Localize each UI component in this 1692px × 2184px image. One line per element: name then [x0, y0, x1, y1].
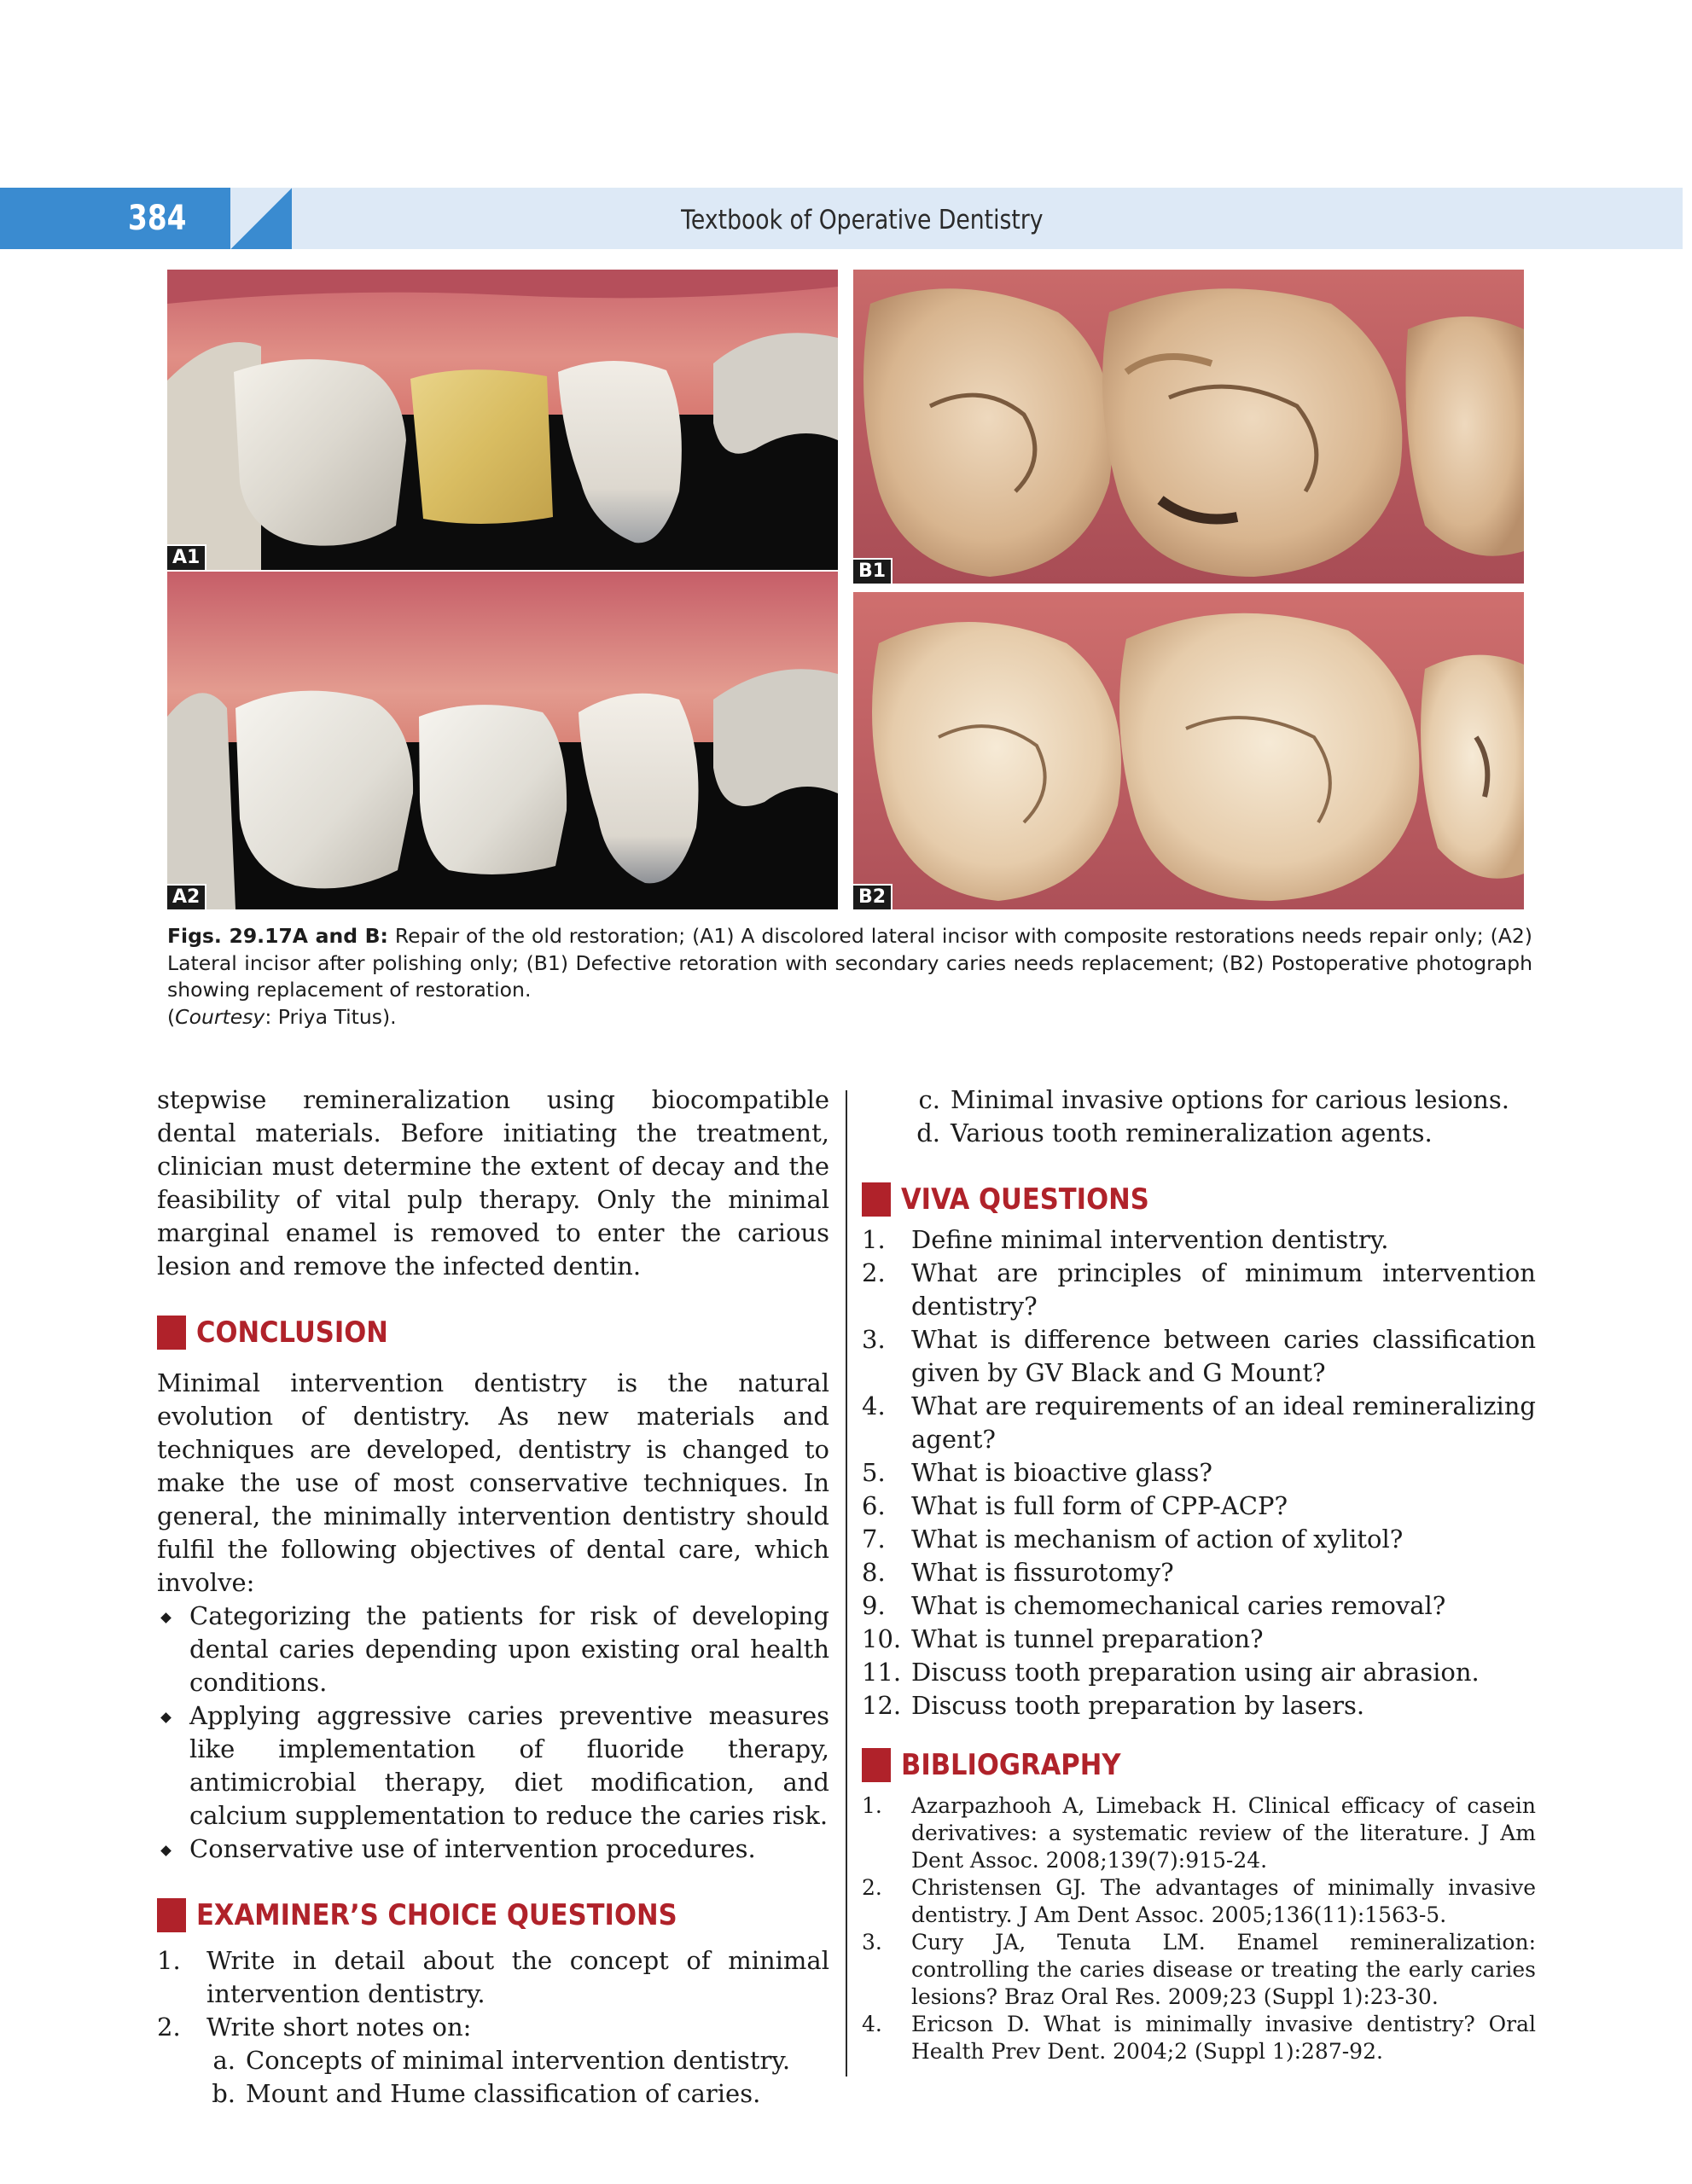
courtesy-text: : Priya Titus).: [265, 1004, 397, 1029]
left-column: [157, 1083, 829, 2111]
list-number: 10.: [862, 1624, 902, 1653]
viva-question-list: [862, 1223, 1536, 1722]
list-number: 5.: [862, 1458, 886, 1487]
running-title-text: Textbook of Operative Dentistry: [680, 205, 1044, 235]
list-number: 2.: [862, 1258, 886, 1287]
list-item: [862, 2011, 1536, 2065]
list-item: [862, 1792, 1536, 1874]
list-letter: b.: [212, 2079, 235, 2108]
figure-caption: [167, 923, 1532, 1031]
panel-label-b2: B2: [853, 884, 893, 909]
figure-panel-a2: [167, 572, 838, 909]
list-text: Write short notes on:: [206, 2013, 472, 2042]
photo-b2-molar-replaced-restoration: [853, 592, 1524, 909]
list-text: Concepts of minimal intervention dentistry.: [246, 2046, 791, 2075]
list-item: [862, 1689, 1536, 1722]
viva-heading: [862, 1181, 1536, 1218]
bibliography-heading: [862, 1746, 1536, 1784]
list-item: Categorizing the patients for risk of developing dental caries depending upon existing oral health conditions.: [157, 1600, 829, 1699]
figure-panel-b2: [853, 592, 1524, 909]
photo-b1-molar-defective-restoration: [853, 270, 1524, 584]
list-number: 12.: [862, 1691, 902, 1720]
list-item: [862, 1390, 1536, 1456]
examiner-heading: [157, 1896, 829, 1934]
list-item: [862, 1323, 1536, 1390]
panel-label-a1: A1: [167, 544, 206, 570]
list-number: 3.: [862, 1325, 886, 1354]
list-item: Conservative use of intervention procedures.: [157, 1833, 829, 1866]
list-text: Discuss tooth preparation using air abrasion.: [911, 1658, 1480, 1687]
list-item: [862, 1874, 1536, 1929]
conclusion-bullet-list: [157, 1600, 829, 1866]
list-item: Applying aggressive caries preventive measures like implementation of fluoride therapy, antimicrobial therapy, diet modification, and calcium supplementation to reduce the caries risk.: [157, 1699, 829, 1833]
reference-text: Cury JA, Tenuta LM. Enamel remineralization: controlling the caries disease or treating the early caries lesions? Braz Oral Res. 2009;23 (Suppl 1):23-30.: [911, 1930, 1536, 2009]
reference-text: Ericson D. What is minimally invasive dentistry? Oral Health Prev Dent. 2004;2 (Suppl 1):287-92.: [911, 2012, 1536, 2064]
running-title: [0, 189, 1692, 247]
list-text: What is mechanism of action of xylitol?: [911, 1525, 1404, 1554]
panel-label-b1: B1: [853, 558, 893, 584]
courtesy-label: Courtesy: [175, 1004, 265, 1029]
bibliography-list: [862, 1792, 1536, 2065]
list-text: What is chemomechanical caries removal?: [911, 1591, 1446, 1620]
list-letter: c.: [918, 1085, 940, 1114]
list-text: What is bioactive glass?: [911, 1458, 1212, 1487]
conclusion-heading-text: CONCLUSION: [196, 1316, 388, 1350]
list-item: [206, 2044, 829, 2077]
list-item: [862, 1456, 1536, 1490]
list-text: Mount and Hume classification of caries.: [246, 2079, 761, 2108]
list-item: [862, 1929, 1536, 2011]
list-number: 3.: [862, 1930, 882, 1955]
reference-text: Christensen GJ. The advantages of minimally invasive dentistry. J Am Dent Assoc. 2005;136(11):1563-5.: [911, 1875, 1536, 1927]
bibliography-heading-text: BIBLIOGRAPHY: [901, 1748, 1121, 1782]
list-item: [862, 1257, 1536, 1323]
list-item: [862, 1656, 1536, 1689]
list-number: 11.: [862, 1658, 902, 1687]
list-item: [862, 1623, 1536, 1656]
list-item: [862, 1223, 1536, 1257]
list-item: [157, 2011, 829, 2044]
reference-text: Azarpazhooh A, Limeback H. Clinical efficacy of casein derivatives: a systematic review of the literature. J Am Dent Assoc. 2008;139(7):915-24.: [911, 1793, 1536, 1873]
courtesy-open-paren: (: [167, 1004, 176, 1029]
viva-heading-text: VIVA QUESTIONS: [901, 1182, 1149, 1217]
list-letter: a.: [212, 2046, 235, 2075]
photo-a2-anterior-teeth-after: [167, 572, 838, 909]
list-number: 4.: [862, 1391, 886, 1420]
list-number: 1.: [862, 1793, 882, 1818]
list-text: What is tunnel preparation?: [911, 1624, 1264, 1653]
figure-panel-b1: [853, 270, 1524, 584]
examiner-sublist-continued: [862, 1083, 1536, 1150]
list-letter: d.: [916, 1118, 940, 1147]
panel-label-a2: A2: [167, 884, 206, 909]
list-item: [862, 1556, 1536, 1589]
page-number: 384: [128, 199, 187, 238]
list-text: Minimal invasive options for carious lesions.: [951, 1085, 1509, 1114]
list-item: [862, 1589, 1536, 1623]
list-text: What are principles of minimum intervention dentistry?: [911, 1258, 1536, 1321]
list-number: 1.: [157, 1946, 181, 1975]
list-number: 4.: [862, 2012, 882, 2036]
list-text: What are requirements of an ideal remineralizing agent?: [911, 1391, 1536, 1454]
intro-paragraph: stepwise remineralization using biocompatible dental materials. Before initiating the treatment, clinician must determine the extent of decay and the feasibility of vital pulp therapy. Only the minimal marginal enamel is removed to enter the carious lesion and remove the infected dentin.: [157, 1085, 829, 1281]
list-number: 2.: [862, 1875, 882, 1900]
caption-courtesy: [167, 1004, 1532, 1031]
conclusion-paragraph: Minimal intervention dentistry is the natural evolution of dentistry. As new materials and techniques are developed, dentistry is changed to make the use of most conservative techniques. In general, the minimally intervention dentistry should fulfil the following objectives of dental care, which involve:: [157, 1368, 829, 1597]
list-number: 2.: [157, 2013, 181, 2042]
list-text: Discuss tooth preparation by lasers.: [911, 1691, 1365, 1720]
list-item: [862, 1523, 1536, 1556]
list-text: What is difference between caries classification given by GV Black and G Mount?: [911, 1325, 1536, 1387]
list-item: [911, 1117, 1536, 1150]
column-divider: [846, 1090, 847, 2077]
list-text: What is full form of CPP-ACP?: [911, 1491, 1288, 1520]
list-number: 8.: [862, 1558, 886, 1587]
photo-a1-anterior-teeth-before: [167, 270, 838, 570]
list-text: Various tooth remineralization agents.: [951, 1118, 1433, 1147]
list-number: 1.: [862, 1225, 886, 1254]
examiner-question-list: [157, 1944, 829, 2044]
right-column: [862, 1083, 1536, 2065]
list-item: [911, 1083, 1536, 1117]
caption-label: Figs. 29.17A and B:: [167, 924, 388, 948]
list-number: 9.: [862, 1591, 886, 1620]
list-item: [157, 1944, 829, 2011]
list-item: [206, 2077, 829, 2111]
list-item: [862, 1490, 1536, 1523]
list-text: Write in detail about the concept of minimal intervention dentistry.: [206, 1946, 829, 2008]
list-number: 7.: [862, 1525, 886, 1554]
examiner-heading-text: EXAMINER’S CHOICE QUESTIONS: [196, 1898, 677, 1932]
list-text: What is fissurotomy?: [911, 1558, 1174, 1587]
conclusion-heading: [157, 1314, 829, 1351]
caption-text: Repair of the old restoration; (A1) A discolored lateral incisor with composite restorations needs repair only; (A2) Lateral incisor after polishing only; (B1) Defective retoration with secondary caries needs replacement; (B2) Postoperative photograph showing replacement of restoration.: [167, 924, 1532, 1002]
figure-panel-a1: [167, 270, 838, 570]
examiner-sublist: [157, 2044, 829, 2111]
list-number: 6.: [862, 1491, 886, 1520]
list-text: Define minimal intervention dentistry.: [911, 1225, 1389, 1254]
